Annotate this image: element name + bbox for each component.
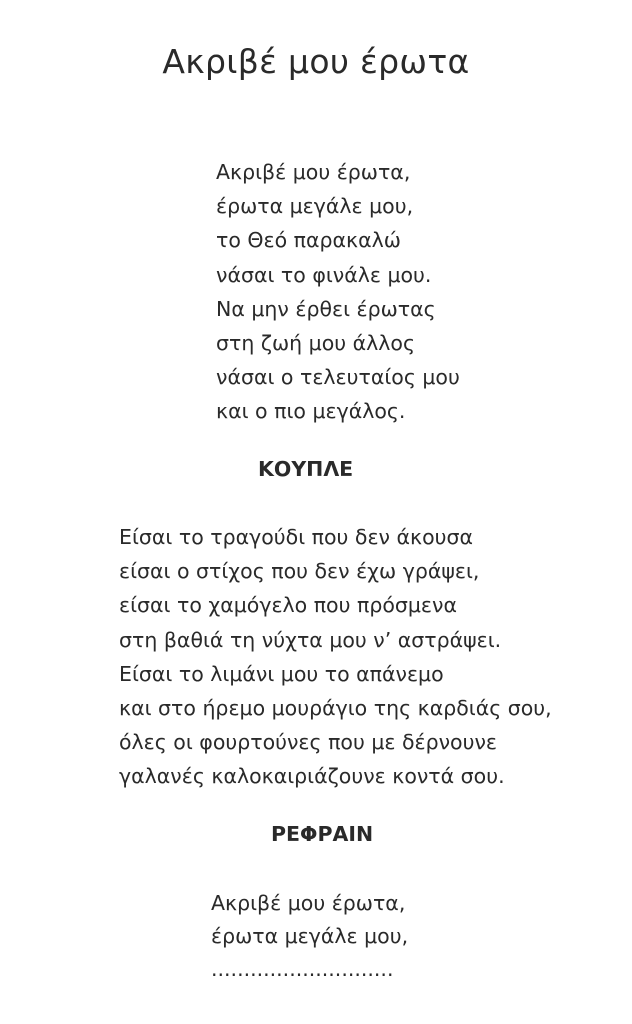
ellipsis-line: ............................ bbox=[211, 957, 394, 981]
lyric-line: έρωτα μεγάλε μου, bbox=[216, 194, 414, 219]
lyric-line: Ακριβέ μου έρωτα, bbox=[211, 891, 406, 915]
verse-1 bbox=[216, 155, 460, 429]
lyric-line: και στο ήρεμο μουράγιο της καρδιάς σου, bbox=[119, 695, 552, 720]
refrain-block bbox=[211, 887, 408, 986]
lyric-line: νάσαι ο τελευταίος μου bbox=[216, 365, 460, 390]
lyric-line: και ο πιο μεγάλος. bbox=[216, 399, 406, 424]
lyric-line: είσαι το χαμόγελο που πρόσμενα bbox=[119, 593, 457, 618]
lyric-line: στη βαθιά τη νύχτα μου ν’ αστράψει. bbox=[119, 627, 502, 652]
lyric-line: όλες οι φουρτούνες που με δέρνουνε bbox=[119, 730, 497, 755]
lyric-line: στη ζωή μου άλλος bbox=[216, 330, 415, 355]
lyric-line: Είσαι το λιμάνι μου το απάνεμο bbox=[119, 661, 444, 686]
couplet-heading: ΚΟΥΠΛΕ bbox=[258, 457, 354, 481]
refrain-heading: ΡΕΦΡΑΙΝ bbox=[271, 822, 374, 846]
lyric-line: Είσαι το τραγούδι που δεν άκουσα bbox=[119, 525, 474, 549]
lyric-line: νάσαι το φινάλε μου. bbox=[216, 262, 432, 287]
song-title: Ακριβέ μου έρωτα bbox=[162, 42, 470, 81]
lyric-line: έρωτα μεγάλε μου, bbox=[211, 924, 409, 948]
couplet-block bbox=[119, 520, 552, 794]
lyric-line: το Θεό παρακαλώ bbox=[216, 228, 401, 253]
lyric-line: Να μην έρθει έρωτας bbox=[216, 296, 436, 321]
lyric-line: γαλανές καλοκαιριάζουνε κοντά σου. bbox=[119, 764, 505, 789]
lyric-line: είσαι ο στίχος που δεν έχω γράψει, bbox=[119, 559, 480, 584]
lyric-line: Ακριβέ μου έρωτα, bbox=[216, 160, 411, 184]
